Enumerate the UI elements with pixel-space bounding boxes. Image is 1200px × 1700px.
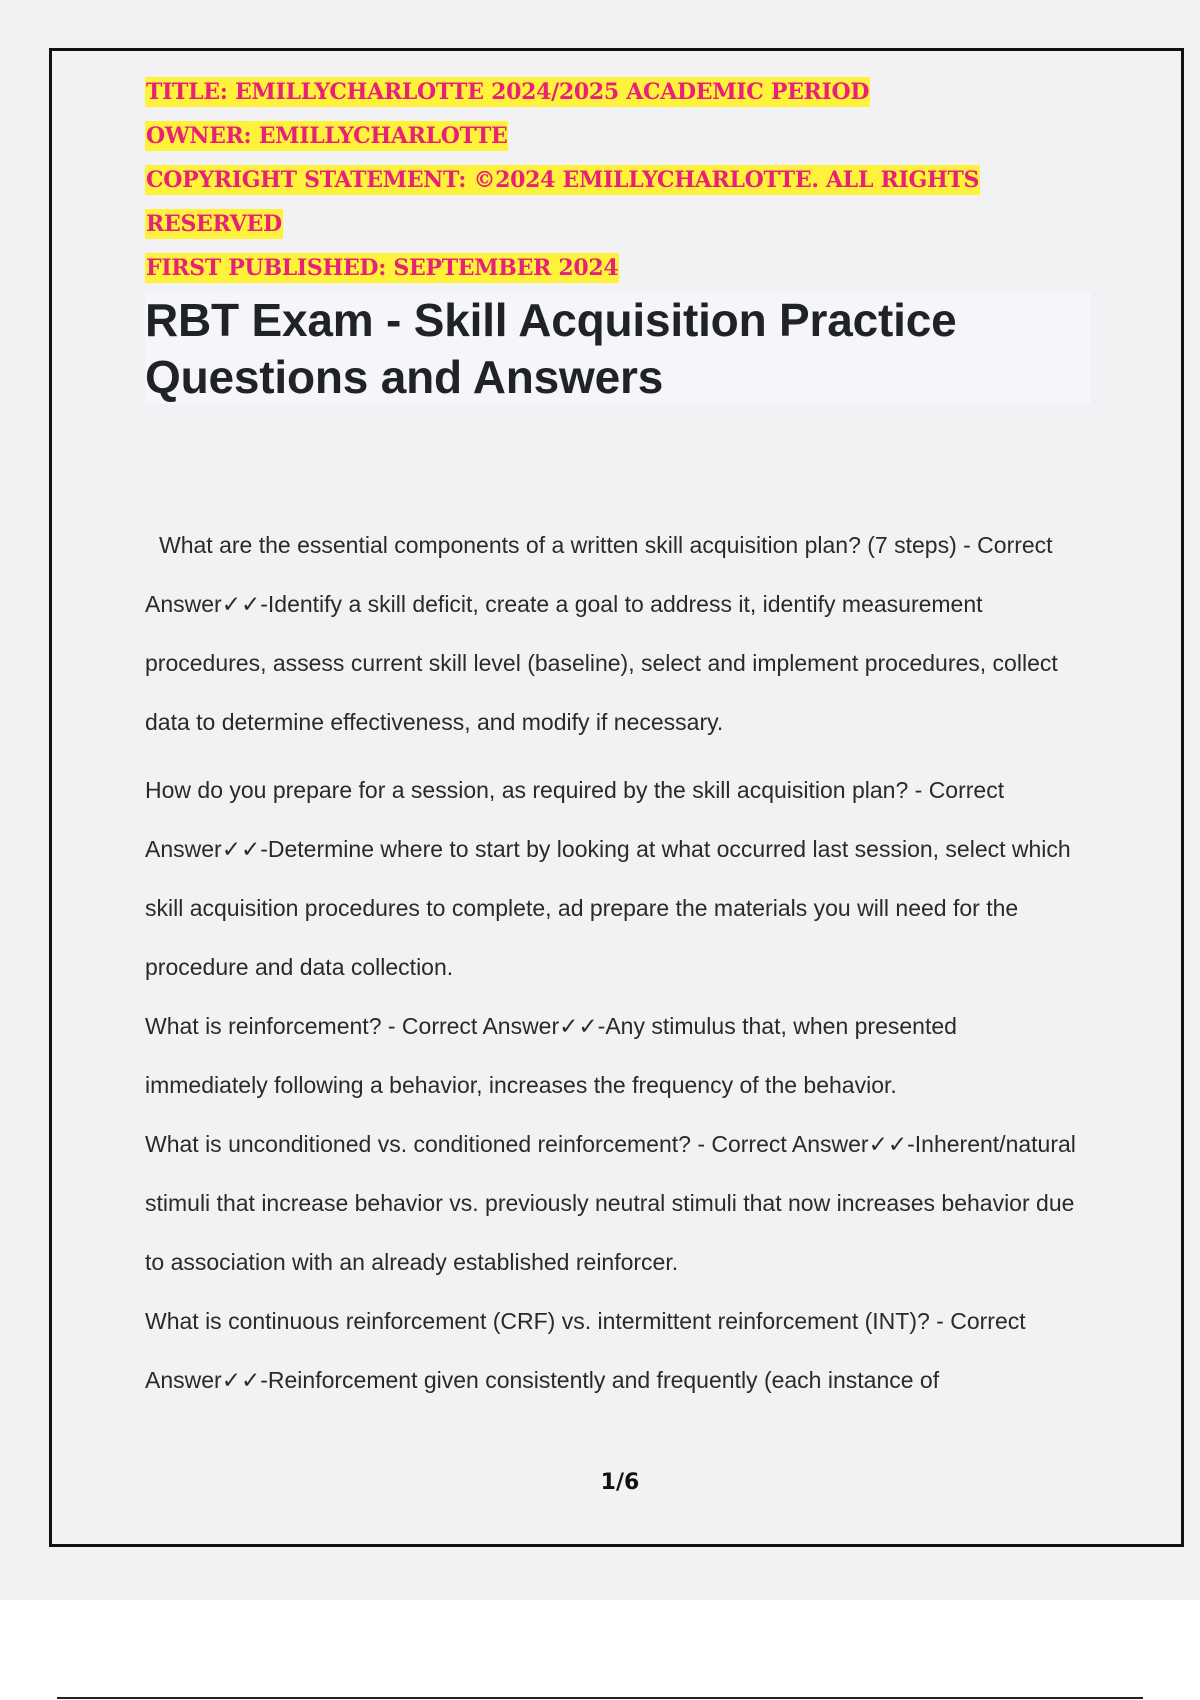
page-number: 1/6: [600, 1470, 640, 1495]
meta-copyright-text: COPYRIGHT STATEMENT: ©2024 EMILLYCHARLOTTE. ALL RIGHTS: [146, 167, 980, 193]
document-title-line-1: RBT Exam - Skill Acquisition Practice: [145, 294, 957, 346]
title-block: [145, 292, 1091, 404]
meta-owner-line: [145, 114, 1045, 158]
document-title: [145, 292, 1091, 406]
meta-owner-text: OWNER: EMILLYCHARLOTTE: [146, 123, 508, 149]
divider: [57, 1697, 1143, 1699]
qa-item-1: What are the essential components of a written skill acquisition plan? (7 steps) - Correct Answer✓✓-Identify a skill deficit, create a goal to address it, identify measurement procedures, assess current skill level (baseline), select and implement procedures, collect data to determine effectiveness, and modify if necessary.: [145, 532, 1058, 735]
document-metadata: [145, 70, 1045, 290]
meta-published-text: FIRST PUBLISHED: SEPTEMBER 2024: [146, 255, 619, 281]
qa-item-5: What is continuous reinforcement (CRF) vs. intermittent reinforcement (INT)? - Correct Answer✓✓-Reinforcement given consistently and frequently (each instance of: [145, 1308, 1026, 1393]
qa-item-4: What is unconditioned vs. conditioned reinforcement? - Correct Answer✓✓-Inherent/natural stimuli that increase behavior vs. previously neutral stimuli that now increases behavior due to association with an already established reinforcer.: [145, 1131, 1076, 1275]
meta-copyright-line: [145, 158, 1045, 202]
document-title-line-2: Questions and Answers: [145, 351, 664, 403]
qa-list: [145, 516, 1085, 1410]
qa-item-3: What is reinforcement? - Correct Answer✓✓-Any stimulus that, when presented immediately following a behavior, increases the frequency of the behavior.: [145, 1013, 957, 1098]
meta-title-text: TITLE: EMILLYCHARLOTTE 2024/2025 ACADEMIC PERIOD: [146, 79, 870, 105]
meta-published-line: [145, 246, 1045, 290]
qa-item-2: How do you prepare for a session, as required by the skill acquisition plan? - Correct Answer✓✓-Determine where to start by looking at what occurred last session, select which skill acquisition procedures to complete, ad prepare the materials you will need for the procedure and data collection.: [145, 777, 1071, 980]
meta-copyright-line-cont: [145, 202, 1045, 246]
meta-title-line: [145, 70, 1045, 114]
meta-copyright-text-cont: RESERVED: [146, 211, 282, 237]
